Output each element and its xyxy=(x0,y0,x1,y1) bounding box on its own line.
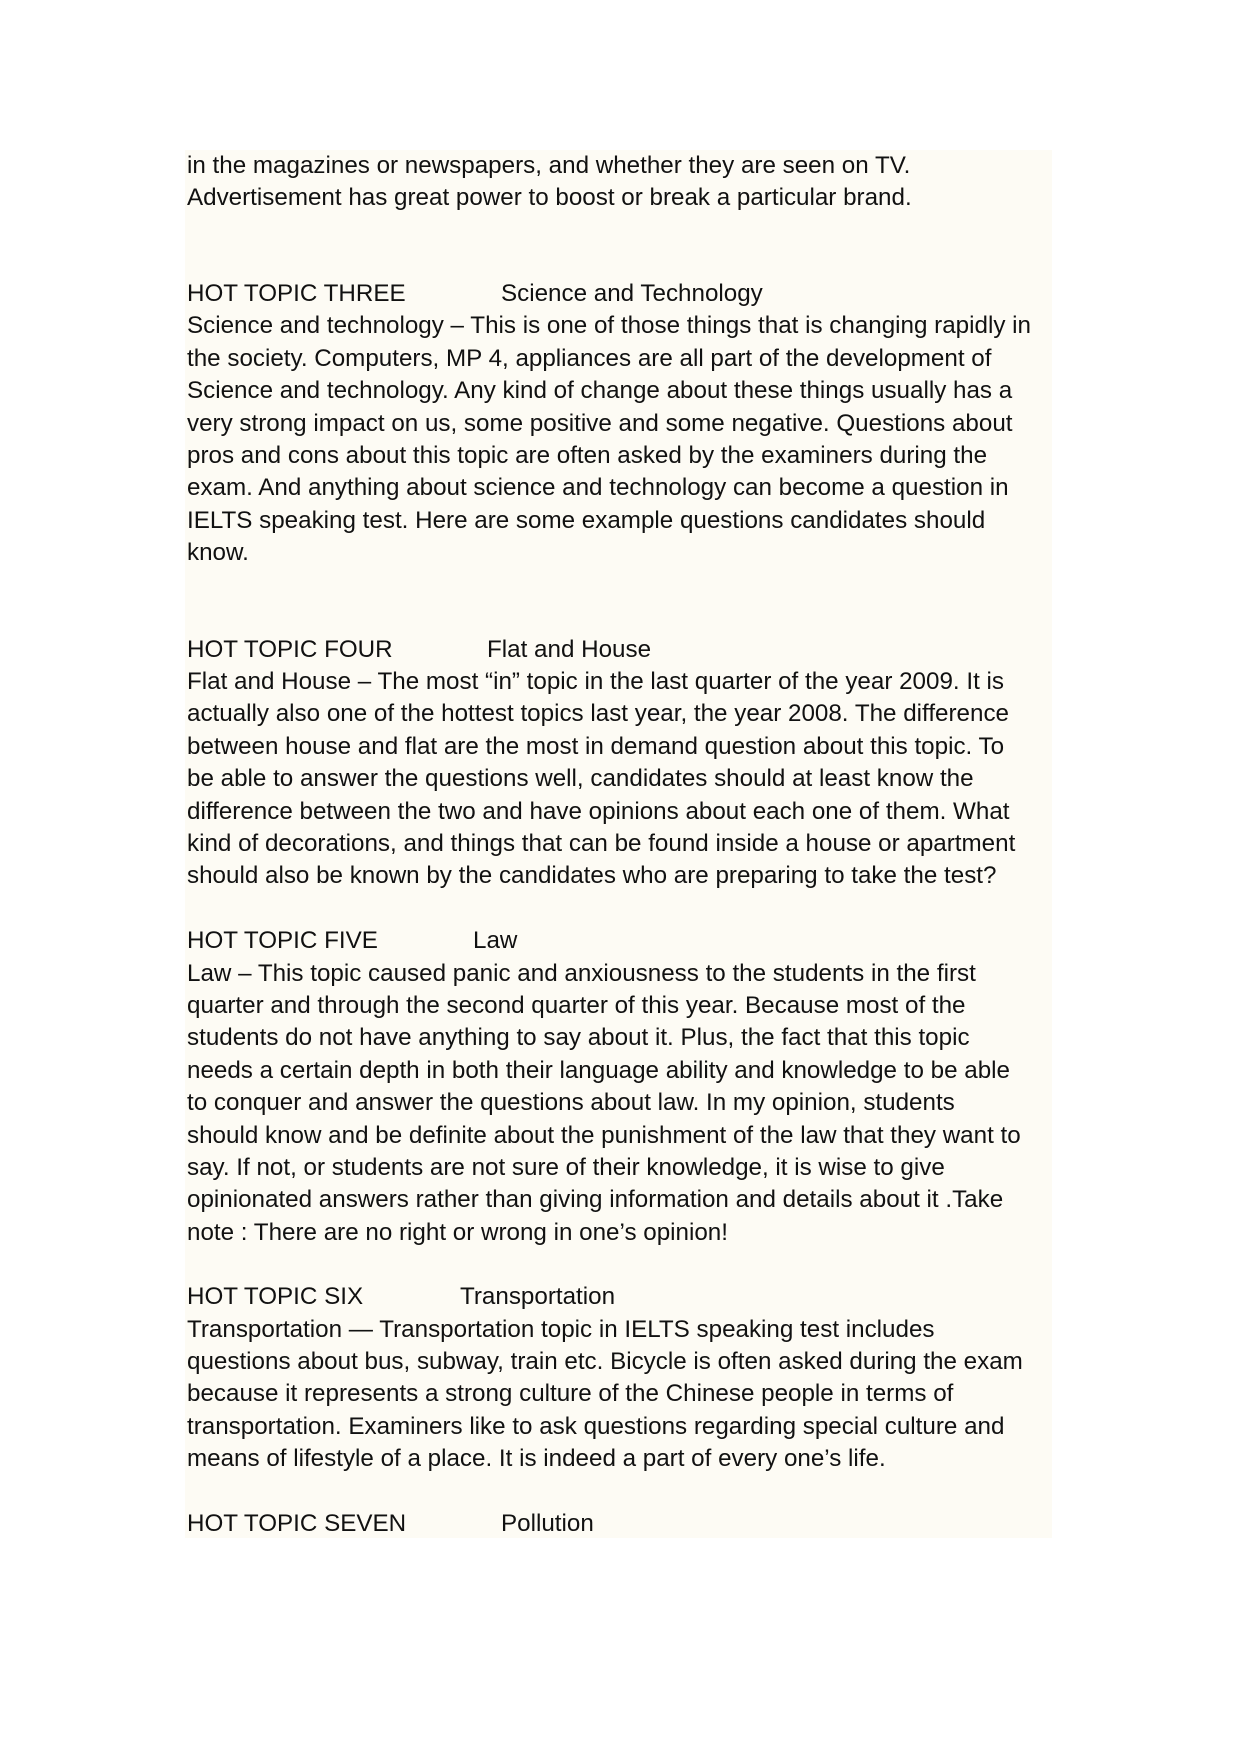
topic-label: HOT TOPIC SEVEN xyxy=(187,1510,407,1537)
paragraph-line: pros and cons about this topic are often asked by the examiners during the xyxy=(187,442,988,469)
paragraph-line: Flat and House – The most “in” topic in the last quarter of the year 2009. It is xyxy=(187,668,1004,695)
paragraph-line: should also be known by the candidates who are preparing to take the test? xyxy=(187,862,997,889)
paragraph-line: questions about bus, subway, train etc. Bicycle is often asked during the exam xyxy=(187,1348,1023,1375)
paragraph-line: note : There are no right or wrong in one’s opinion! xyxy=(187,1219,728,1246)
paragraph-line: know. xyxy=(187,539,249,566)
paragraph-line: quarter and through the second quarter of this year. Because most of the xyxy=(187,992,966,1019)
topic-title: Science and Technology xyxy=(501,280,763,307)
paragraph-line: transportation. Examiners like to ask questions regarding special culture and xyxy=(187,1413,1005,1440)
intro-line: in the magazines or newspapers, and whether they are seen on TV. xyxy=(187,152,911,179)
paragraph-line: difference between the two and have opinions about each one of them. What xyxy=(187,798,1010,825)
topic-heading xyxy=(187,1508,594,1541)
paragraph-line: actually also one of the hottest topics last year, the year 2008. The difference xyxy=(187,700,1009,727)
topic-title: Flat and House xyxy=(487,636,652,663)
paragraph-line: very strong impact on us, some positive and some negative. Questions about xyxy=(187,410,1013,437)
paragraph-line: between house and flat are the most in demand question about this topic. To xyxy=(187,733,1005,760)
paragraph-line: IELTS speaking test. Here are some example questions candidates should xyxy=(187,507,986,534)
topic-heading xyxy=(187,278,763,311)
topic-title: Pollution xyxy=(501,1510,594,1537)
paragraph-line: to conquer and answer the questions about law. In my opinion, students xyxy=(187,1089,955,1116)
intro-line: Advertisement has great power to boost or break a particular brand. xyxy=(187,184,912,211)
paragraph-line: needs a certain depth in both their language ability and knowledge to be able xyxy=(187,1057,1010,1084)
topic-label: HOT TOPIC FIVE xyxy=(187,927,378,954)
paragraph-line: say. If not, or students are not sure of their knowledge, it is wise to give xyxy=(187,1154,945,1181)
topic-label: HOT TOPIC THREE xyxy=(187,280,406,307)
paragraph-line: exam. And anything about science and technology can become a question in xyxy=(187,474,1009,501)
paragraph-line: means of lifestyle of a place. It is indeed a part of every one’s life. xyxy=(187,1445,886,1472)
topic-heading xyxy=(187,1281,616,1314)
topic-title: Transportation xyxy=(460,1283,616,1310)
topic-heading xyxy=(187,634,652,667)
topic-title: Law xyxy=(473,927,518,954)
document-text-block xyxy=(185,150,1052,1538)
paragraph-line: kind of decorations, and things that can be found inside a house or apartment xyxy=(187,830,1016,857)
paragraph-line: Transportation — Transportation topic in IELTS speaking test includes xyxy=(187,1316,935,1343)
topic-heading xyxy=(187,925,518,958)
paragraph-line: Science and technology – This is one of those things that is changing rapidly in xyxy=(187,312,1031,339)
paragraph-line: be able to answer the questions well, candidates should at least know the xyxy=(187,765,974,792)
topic-label: HOT TOPIC FOUR xyxy=(187,636,393,663)
paragraph-line: the society. Computers, MP 4, appliances are all part of the development of xyxy=(187,345,992,372)
paragraph-line: opinionated answers rather than giving information and details about it .Take xyxy=(187,1186,1004,1213)
paragraph-line: Science and technology. Any kind of change about these things usually has a xyxy=(187,377,1013,404)
paragraph-line: because it represents a strong culture of the Chinese people in terms of xyxy=(187,1380,954,1407)
paragraph-line: should know and be definite about the punishment of the law that they want to xyxy=(187,1122,1021,1149)
paragraph-line: students do not have anything to say about it. Plus, the fact that this topic xyxy=(187,1024,970,1051)
paragraph-line: Law – This topic caused panic and anxiousness to the students in the first xyxy=(187,960,976,987)
topic-label: HOT TOPIC SIX xyxy=(187,1283,364,1310)
